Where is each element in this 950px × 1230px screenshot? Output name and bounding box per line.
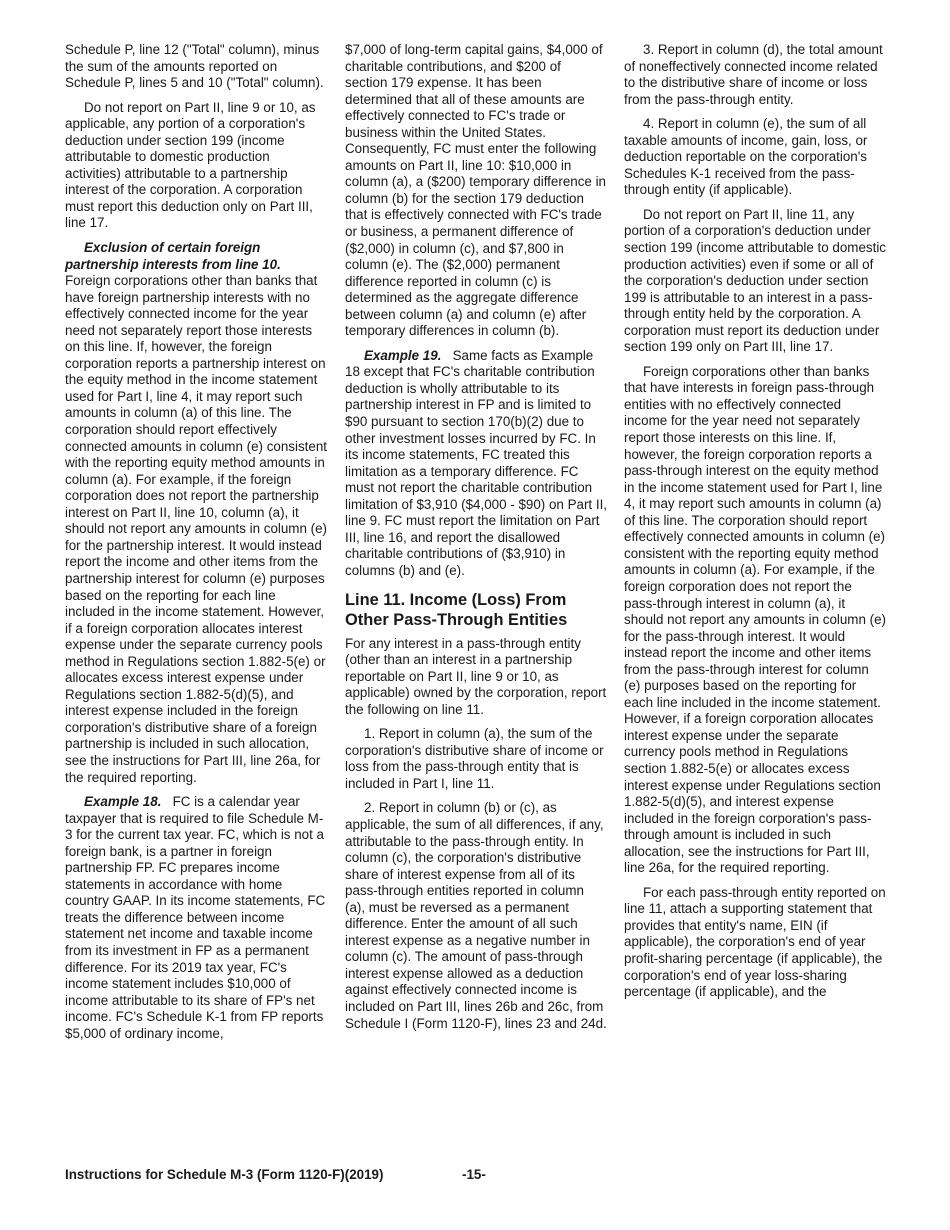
paragraph xyxy=(345,348,607,580)
paragraph: Schedule P, line 12 ("Total" column), minus the sum of the amounts reported on Schedule P, lines 5 and 10 ("Total" column). xyxy=(65,42,324,91)
paragraph: For each pass-through entity reported on line 11, attach a supporting statement that provides that entity's name, EIN (if applicable), the corporation's end of year profit-sharing percentage (if applicable), the corporation's end of year loss-sharing percentage (if applicable), and the xyxy=(624,884,886,1000)
text-column-1 xyxy=(65,42,327,1050)
text-column-2 xyxy=(345,42,607,1040)
example-label: Example 19. xyxy=(364,347,442,363)
paragraph-body: FC is a calendar year taxpayer that is required to file Schedule M-3 for the current tax year. FC, which is not a foreign bank, is a partner in foreign partnership FP. FC prepares income statements in accordance with home country GAAP. In its income statements, FC treats the difference between income statement net income and taxable income from its investment in FP as a permanent difference. For its 2019 tax year, FC's income statement includes $10,000 of income attributable to its share of FP's net income. FC's Schedule K-1 from FP reports $5,000 of ordinary income, xyxy=(65,794,326,1041)
list-item: 1. Report in column (a), the sum of the corporation's distributive share of income or loss from the pass-through entity that is included in Part I, line 11. xyxy=(345,726,604,791)
paragraph-body: Same facts as Example 18 except that FC's charitable contribution deduction is wholly attributable to its partnership interest in FP and is limited to $90 pursuant to section 170(b)(2) due to other investment losses incurred by FC. In its income statements, FC treated this limitation as a temporary difference. FC must not report the charitable contribution limitation of $3,910 ($4,000 - $90) on Part II, line 9. FC must report the limitation on Part III, line 16, and report the disallowed charitable contributions of ($3,910) in columns (b) and (e). xyxy=(345,347,608,578)
footer-title: Instructions for Schedule M-3 (Form 1120-F)(2019) xyxy=(65,1167,384,1182)
section-heading: Line 11. Income (Loss) From Other Pass-Through Entities xyxy=(345,590,568,629)
paragraph: Do not report on Part II, line 9 or 10, as applicable, any portion of a corporation's deduction under section 199 (income attributable to domestic production activities) attributable to a partnership interest of the corporation. A corporation must report this deduction only on Part III, line 17. xyxy=(65,99,316,231)
run-in-heading: Exclusion of certain foreign partnership interests from line 10. xyxy=(65,240,281,272)
paragraph: Foreign corporations other than banks that have interests in foreign pass-through entities with no effectively connected income for the year need not separately report those interests on this line. If, however, the foreign corporation reports a pass-through interest on the equity method in the income statement used for Part I, line 4, it may report such amounts in column (a) of this line. The corporation should report effectively connected amounts in column (e) consistent with the reporting equity method amounts in column (a). For example, if the foreign corporation does not report the pass-through interest in column (a), it should not report any amounts in column (e) for the pass-through interest. It would instead report the income and other items from the pass-through interest for column (e) purposes based on the reporting for each line included in the income statement. However, if a foreign corporation allocates interest expense under the separate currency pools method in Regulations section 1.882-5(e) or allocates excess interest expense under Regulations section 1.882-5(d)(5), and interest expense included in the foreign corporation's pass-through amount is included in such allocation, see the instructions for Part III, line 26a, for the required reporting. xyxy=(624,363,887,876)
paragraph xyxy=(65,240,327,786)
list-item: 3. Report in column (d), the total amount of noneffectively connected income related to the distributive share of income or loss from the pass-through entity. xyxy=(624,42,883,107)
list-item: 4. Report in column (e), the sum of all taxable amounts of income, gain, loss, or deduction reportable on the corporation's Schedules K-1 received from the pass-through entity (if applicable). xyxy=(624,116,868,198)
page-number: -15- xyxy=(462,1167,486,1182)
text-column-3 xyxy=(624,42,886,1009)
list-item: 2. Report in column (b) or (c), as applicable, the sum of all differences, if any, attributable to the pass-through entity. In column (c), the corporation's distributive share of interest expense from all of its pass-through entities reported in column (a), must be reversed as a permanent difference. Enter the amount of all such interest expense as a negative number in column (c). The amount of pass-through interest expense allowed as a deduction against effectively connected income is included on Part III, lines 26b and 26c, from Schedule I (Form 1120-F), lines 23 and 24d. xyxy=(345,800,607,1031)
example-label: Example 18. xyxy=(84,794,162,810)
paragraph: $7,000 of long-term capital gains, $4,000 of charitable contributions, and $200 of section 179 expense. It has been determined that all of these amounts are effectively connected to FC's trade or business within the United States. Consequently, FC must enter the following amounts on Part II, line 10: $10,000 in column (a), a ($200) temporary difference in column (b) for the section 179 deduction that is effectively connected with FC's trade or business, a permanent difference of ($2,000) in column (c), and $7,800 in column (e). The ($2,000) permanent difference reported in column (c) is determined as the aggregate difference between column (a) and column (e) after temporary differences in column (b). xyxy=(345,42,606,339)
paragraph xyxy=(65,794,327,1042)
paragraph-body: Foreign corporations other than banks that have foreign partnership interests with no effectively connected income for the year need not separately report those interests on this line. If, however, the foreign corporation reports a partnership interest on the equity method in the income statement used for Part I, line 4, it may report such amounts in column (a) of this line. The corporation should report effectively connected amounts in column (e) consistent with the reporting equity method amounts in column (a). For example, if the foreign corporation does not report the partnership interest on Part II, line 10, column (a), it should not report any amounts in column (e) for the partnership interest. It would instead report the income and other items from the partnership interest for column (e) purposes based on the reporting for each line included in the income statement. However, if a foreign corporation allocates interest expense under the separate currency pools method in Regulations section 1.882-5(e) or allocates excess interest expense under Regulations section 1.882-5(d)(5), and interest expense included in the foreign corporation's distributive share of a foreign partnership is included in such allocation, see the instructions for Part III, line 26a, for the required reporting. xyxy=(65,273,328,785)
paragraph: Do not report on Part II, line 11, any portion of a corporation's deduction under section 199 (income attributable to domestic production activities) even if some or all of the corporation's deduction under section 199 is attributable to an interest in a pass-through entity held by the corporation. A corporation must report its deduction under section 199 only on Part III, line 17. xyxy=(624,206,887,355)
paragraph: For any interest in a pass-through entity (other than an interest in a partnership reportable on Part II, line 9 or 10, as applicable) owned by the corporation, report the following on line 11. xyxy=(345,635,607,717)
